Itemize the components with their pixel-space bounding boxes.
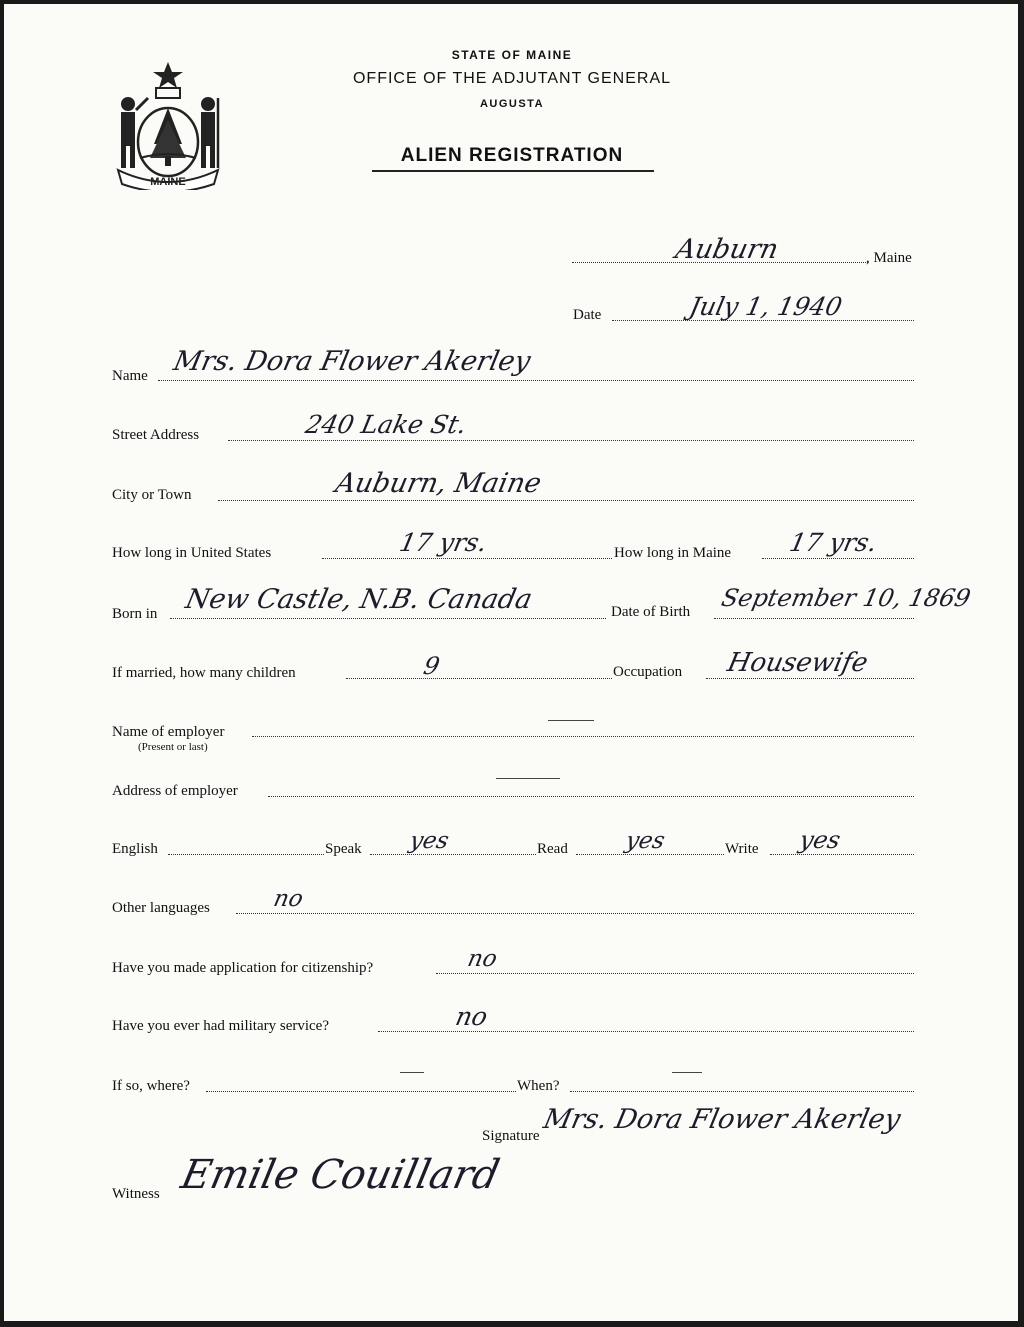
name-value: Mrs. Dora Flower Akerley: [170, 346, 534, 377]
maine-years-label: How long in Maine: [614, 545, 732, 561]
english-label: English: [112, 841, 158, 857]
witness-signature: Emile Couillard: [177, 1152, 504, 1198]
where-line: [206, 1091, 516, 1092]
street-value: 240 Lake St.: [302, 410, 470, 439]
dob-line: [714, 618, 914, 619]
occupation-label: Occupation: [613, 664, 683, 680]
city-line: [218, 500, 914, 501]
military-line: [378, 1031, 914, 1032]
read-value: yes: [623, 828, 668, 854]
born-line: [170, 618, 606, 619]
employer-line: [252, 736, 914, 737]
employer-address-label: Address of employer: [112, 783, 238, 799]
us-years-label: How long in United States: [112, 545, 272, 561]
children-label: If married, how many children: [112, 665, 296, 681]
header-city: AUGUSTA: [479, 98, 545, 110]
place-value: Auburn: [672, 234, 782, 265]
title-underline: [372, 170, 654, 172]
children-line: [346, 678, 612, 679]
street-line: [228, 440, 914, 441]
witness-label: Witness: [112, 1186, 160, 1202]
name-label: Name: [112, 368, 148, 384]
us-years-value: 17 yrs.: [396, 528, 490, 557]
read-label: Read: [537, 841, 568, 857]
speak-line: [370, 854, 536, 855]
date-label: Date: [573, 307, 602, 323]
when-line: [570, 1091, 914, 1092]
date-value: July 1, 1940: [686, 292, 845, 321]
occupation-line: [706, 678, 914, 679]
speak-value: yes: [407, 828, 452, 854]
employer-label: Name of employer: [112, 724, 225, 740]
place-suffix: , Maine: [866, 250, 912, 266]
where-value: [400, 1072, 424, 1073]
header-state: STATE OF MAINE: [451, 48, 573, 62]
citizenship-label: Have you made application for citizenship?: [112, 960, 374, 976]
name-line: [158, 380, 914, 381]
citizenship-value: no: [465, 946, 500, 972]
city-label: City or Town: [112, 487, 192, 503]
read-line: [576, 854, 724, 855]
form-title: ALIEN REGISTRATION: [400, 145, 624, 166]
english-line: [168, 854, 324, 855]
signature-value: Mrs. Dora Flower Akerley: [540, 1104, 904, 1135]
dob-label: Date of Birth: [611, 604, 691, 620]
other-languages-value: no: [271, 886, 306, 912]
dob-value: September 10, 1869: [719, 584, 974, 612]
citizenship-line: [436, 973, 914, 974]
employer-address-line: [268, 796, 914, 797]
military-label: Have you ever had military service?: [112, 1018, 329, 1034]
write-label: Write: [725, 841, 759, 857]
other-languages-line: [236, 913, 914, 914]
speak-label: Speak: [325, 841, 362, 857]
seal-ribbon-text: MAINE: [150, 176, 186, 188]
maine-years-line: [762, 558, 914, 559]
employer-address-value: [496, 778, 560, 779]
born-label: Born in: [112, 606, 158, 622]
occupation-value: Housewife: [724, 648, 871, 678]
when-label: When?: [517, 1078, 560, 1094]
where-label: If so, where?: [112, 1078, 190, 1094]
employer-value: [548, 720, 594, 721]
military-value: no: [452, 1002, 491, 1031]
maine-years-value: 17 yrs.: [786, 528, 880, 557]
born-value: New Castle, N.B. Canada: [182, 584, 535, 615]
write-line: [770, 854, 914, 855]
signature-label: Signature: [482, 1128, 540, 1144]
us-years-line: [322, 558, 612, 559]
other-languages-label: Other languages: [112, 900, 210, 916]
write-value: yes: [797, 826, 844, 854]
header-office: OFFICE OF THE ADJUTANT GENERAL: [352, 70, 672, 87]
when-value: [672, 1072, 702, 1073]
employer-sublabel: (Present or last): [138, 741, 208, 753]
street-label: Street Address: [112, 427, 200, 443]
children-value: 9: [421, 652, 443, 680]
city-value: Auburn, Maine: [332, 468, 545, 499]
